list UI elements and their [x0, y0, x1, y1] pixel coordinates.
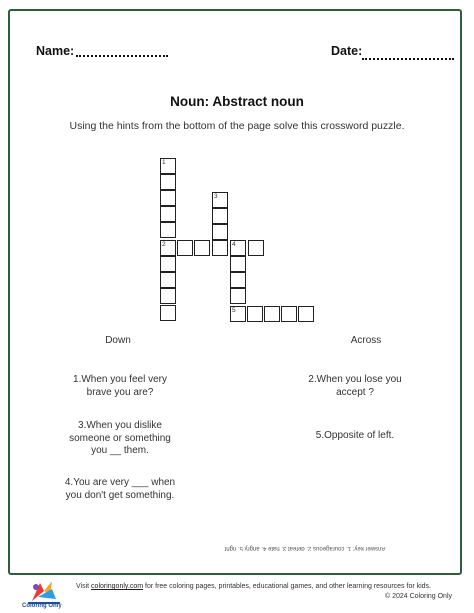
- crossword-cell[interactable]: [160, 174, 176, 190]
- clue-number: 1: [162, 159, 166, 166]
- crossword-cell[interactable]: [212, 208, 228, 224]
- crossword-cell[interactable]: [230, 256, 246, 272]
- crossword-cell[interactable]: [160, 206, 176, 222]
- clue-number: 5: [232, 307, 236, 314]
- crossword-cell[interactable]: [194, 240, 210, 256]
- clue-across-5: 5.Opposite of left.: [315, 430, 395, 441]
- instructions: Using the hints from the bottom of the page solve this crossword puzzle.: [69, 120, 405, 132]
- clue-down-3: 3.When you dislike someone or something you __ them.: [69, 420, 171, 456]
- crossword-cell[interactable]: [160, 240, 176, 256]
- coloringonly-link[interactable]: coloringonly.com: [91, 583, 144, 590]
- crossword-cell[interactable]: [212, 192, 228, 208]
- crossword-cell[interactable]: [212, 224, 228, 240]
- crossword-cell[interactable]: [230, 272, 246, 288]
- crossword-cell[interactable]: [160, 288, 176, 304]
- name-label: Name:: [36, 44, 75, 58]
- crossword-cell[interactable]: [247, 306, 263, 322]
- clue-number: 4: [232, 241, 236, 248]
- page-title: Noun: Abstract noun: [170, 94, 304, 109]
- crossword-cell[interactable]: [212, 240, 228, 256]
- crossword-cell[interactable]: [230, 288, 246, 304]
- crossword-cell[interactable]: [248, 240, 264, 256]
- clue-down-1: 1.When you feel very brave you are?: [73, 374, 167, 398]
- crossword-cell[interactable]: [160, 305, 176, 321]
- crossword-cell[interactable]: [230, 240, 246, 256]
- across-heading: Across: [350, 335, 382, 346]
- crossword-cell[interactable]: [264, 306, 280, 322]
- crossword-cell[interactable]: [160, 190, 176, 206]
- down-heading: Down: [105, 335, 131, 346]
- logo-text: Coloring Only: [22, 603, 62, 609]
- name-line[interactable]: [76, 55, 168, 57]
- crossword-cell[interactable]: [230, 306, 246, 322]
- crossword-cell[interactable]: [177, 240, 193, 256]
- copyright: © 2024 Coloring Only: [384, 593, 452, 600]
- footer-text: Visit coloringonly.com for free coloring pages, printables, educational games, and other learning resources for kids.: [76, 583, 432, 590]
- clue-number: 3: [214, 193, 218, 200]
- crossword-cell[interactable]: [160, 272, 176, 288]
- crossword-cell[interactable]: [160, 158, 176, 174]
- clue-number: 2: [162, 241, 166, 248]
- clue-across-2: 2.When you lose you accept ?: [308, 374, 402, 398]
- date-label: Date:: [331, 44, 363, 58]
- crossword-cell[interactable]: [298, 306, 314, 322]
- crossword-cell[interactable]: [160, 222, 176, 238]
- crossword-cell[interactable]: [281, 306, 297, 322]
- clue-down-4: 4.You are very ___ when you don't get something.: [64, 477, 176, 501]
- date-line[interactable]: [362, 58, 454, 60]
- answer-key-upside-down: Answer key: 1. courageous 2. defeat 3. hate 4. angry 5. right: [224, 545, 386, 551]
- crossword-cell[interactable]: [160, 256, 176, 272]
